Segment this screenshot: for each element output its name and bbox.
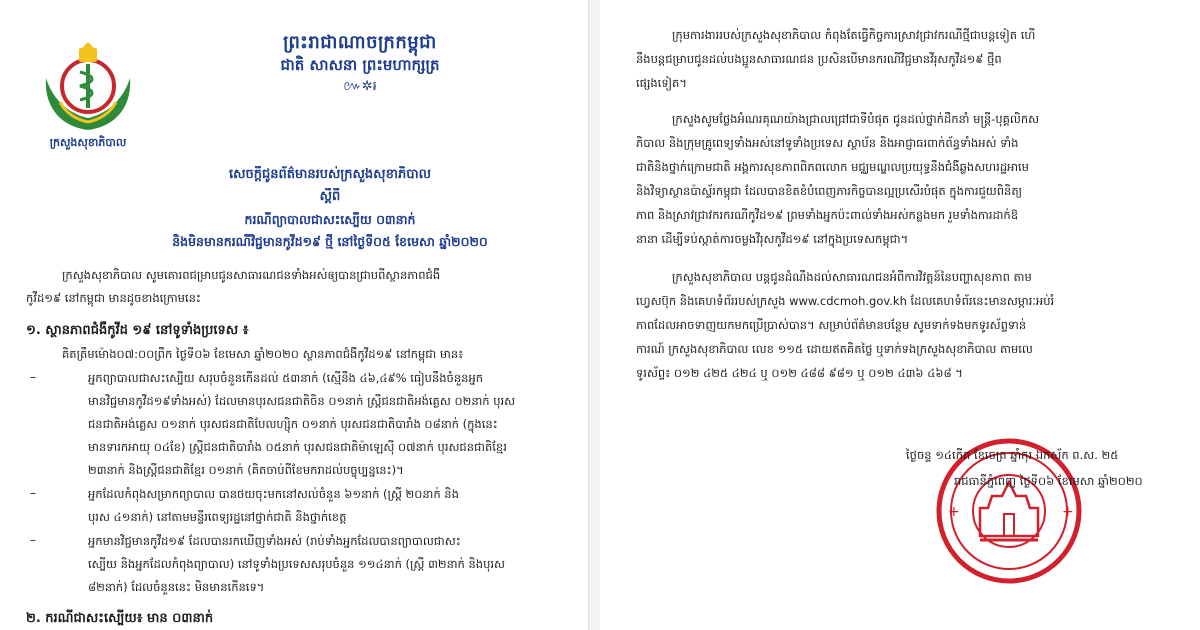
title-no-new-cases: និងមិនមានករណីវិជ្ជមានកូវីដ១៩ ថ្មី នៅថ្ងៃទី០៥ ខែមេសា ឆ្នាំ២០២០ [172,234,488,249]
bullet-3-line: ស្បើយ និងអ្នកដែលកំពុងព្យាបាល) នៅទូទាំងប្រទេសសរុបចំនួន ១១៤នាក់ (ស្ត្រី ៣២នាក់ និងបុរស [88,557,506,571]
bullet-1-line: ២៣នាក់ និងស្ត្រីជនជាតិខ្មែរ ០១នាក់ (គិតចាប់ពីខែមករាដល់បច្ចុប្បន្ននេះ)។ [88,463,404,477]
bullet-1-line: មានទារកអាយុ ០៤ខែ) ស្ត្រីជនជាតិបារាំង ០៥នាក់ បុរសជនជាតិម៉ាឡេស៊ី ០៧នាក់ បុរសជនជាតិខ្មែរ [88,440,507,454]
paragraph-line: នឹងបន្តជម្រាបជូនដល់បងប្អូនសាធារណជន ប្រសិនបើមានករណីវិជ្ជមានវីរុសកូវីដ១៩ ថ្មីព [636,52,1002,66]
intro-line: ក្រសួងសុខាភិបាល សូមគោរពជម្រាបជូនសាធារណជនទាំងអស់ឲ្យបានជ្រាបពីស្ថានភាពជំងឺ [62,268,441,282]
paragraph-line: ទូរស័ព្ទ៖ ០១២ ៤២៥ ៤២៤ ឬ ០១២ ៤៨៨ ៩៨១ ឬ ០១២ ៤៣៦ ៤៦៨ ។ [636,366,963,380]
paragraph-line: ភាព និងស្រាវជ្រាវករករណីកូវីដ១៩ ព្រមទាំងអ្នកប៉ះពាល់ទាំងអស់កន្លងមក រួមទាំងការដាក់ឱ [636,208,1019,222]
intro-line: កូវីដ១៩ នៅកម្ពុជា មានដូចខាងក្រោមនេះ [26,291,201,305]
document-title: សេចក្តីជូនព័ត៌មានរបស់ក្រសួងសុខាភិបាល [229,167,431,182]
paragraph-line: ក្រសួងសូមថ្លែងអំណរគុណយ៉ាងជ្រាលជ្រៅជាទីបំផុត ជូនដល់ថ្នាក់ដឹកនាំ មន្ត្រី-បុគ្គលិកស [672,112,1040,126]
bullet-3-line: អ្នកមានវិជ្ជមានកូវីដ១៩ ដែលបានរកឃើញទាំងអស់ (រាប់ទាំងអ្នកដែលបានព្យាបាលជាសះ [88,534,461,548]
bullet-dash: – [30,486,36,500]
ministry-caption: ក្រសួងសុខាភិបាល [49,136,127,149]
paragraph-line: ហ្វេសប៊ុក និងគេហទំព័ររបស់ក្រសួង www.cdcmoh.gov.kh ដែលគេហទំព័រនេះមានសម្ភារៈអប់រំ [636,294,1055,308]
bullet-3-line: ៨២នាក់) ដែលចំនួននេះ មិនមានកើនទេ។ [88,580,265,594]
lunar-date: ថ្ងៃចន្ទ ១៤កើត ខែចេត្រ ឆ្នាំកុរ ឯកស័ក ព.ស. ២៥ [906,448,1119,462]
paragraph-line: ភាពដែលអាចទាញយកមកប្រើប្រាស់បាន។ សម្រាប់ព័ត៌មានបន្ថែម សូមទាក់ទងមកទូរស័ព្ទទាន់ [636,318,1027,332]
press-release-page-1 [0,0,588,630]
press-release-page-2 [600,0,1200,630]
section-1-heading: ១. ស្ថានភាពជំងឺកូវីដ ១៩ នៅទូទាំងប្រទេស ៖ [26,323,249,338]
bullet-1-line: អ្នកព្យាបាលជាសះស្បើយ សរុបចំនួនកើនដល់ ៥៣នាក់ (ស្មើនឹង ៤៦,៤៩% ធៀបនឹងចំនួនអ្នក [88,371,484,385]
svg-text:+: + [1062,504,1074,520]
bullet-dash: – [30,370,36,384]
paragraph-line: ជាតិនិងថ្នាក់ក្រោមជាតិ អង្គការសុខភាពពិភពលោក មជ្ឈមណ្ឌលប្រយុទ្ធនឹងជំងឺឆ្លងសហរដ្ឋអាមេ [636,160,1029,174]
paragraph-line: ក្រសួងសុខាភិបាល បន្តជូនដំណឹងដល់សាធារណជនអំពីការវិវត្តន៍នៃបញ្ហាសុខភាព តាម [672,270,1032,284]
bullet-2-line: បុរស ៤១នាក់) នៅតាមមន្ទីរពេទ្យរដ្ឋនៅថ្នាក់ជាតិ និងថ្នាក់ខេត្ត [88,510,347,524]
bullet-1-line: មានវិជ្ជមានកូវីដ១៩ទាំងអស់) ដែលមានបុរសជនជាតិចិន ០១នាក់ ស្ត្រីជនជាតិអង់គ្លេស ០២នាក់ បុរស [88,394,516,408]
bullet-1-line: ជនជាតិអង់គ្លេស ០១នាក់ បុរសជនជាតិបែលហ្ស៊ិក ០១នាក់ បុរសជនជាតិបារាំង ០៨នាក់ (ក្នុងនេះ [88,417,498,431]
header-ornament: ៚✲៛ [343,79,377,94]
title-subject-label: ស្តីពី [319,189,341,204]
section-1-lead: គិតត្រឹមម៉ោង០៧:០០ព្រឹក ថ្ងៃទី០៦ ខែមេសា ឆ្នាំ២០២០ ស្ថានភាពជំងឺកូវីដ១៩ នៅកម្ពុជា មាន៖ [62,347,464,361]
paragraph-line: និងវិទ្យាស្ថានប៉ាស្ទ័រកម្ពុជា ដែលបានខិតខំបំពេញភារកិច្ចបានល្អប្រសើរបំផុត ក្នុងការជួយពិនិត្យ [636,184,1023,198]
paragraph-line: ការណ៍ ក្រសួងសុខាភិបាល លេខ ១១៥ ដោយឥតគិតថ្លៃ ឬទាក់ទងក្រសួងសុខាភិបាល តាមលេ [636,342,1033,356]
place-date: រាជធានីភ្នំពេញ ថ្ងៃទី០៦ ខែមេសា ឆ្នាំ២០២០ [954,474,1143,488]
bullet-2-line: អ្នកដែលកំពុងសម្រាកព្យាបាល បានថយចុះមកនៅសល់ចំនួន ៦១នាក់ (ស្ត្រី ២០នាក់ និង [88,487,459,501]
bullet-dash: – [30,533,36,547]
paragraph-line: ផ្សេងទៀត។ [636,76,687,90]
national-motto: ជាតិ សាសនា ព្រះមហាក្សត្រ [280,56,440,74]
paragraph-line: នានា ដើម្បីទប់ស្កាត់ការចម្លងវីរុសកូវីដ១៩ នៅក្នុងប្រទេសកម្ពុជា។ [636,232,909,246]
kingdom-header: ព្រះរាជាណាចក្រកម្ពុជា [283,32,437,53]
paragraph-line: ក្រុមការងាររបស់ក្រសួងសុខាភិបាល កំពុងតែធ្វើកិច្ចការស្រាវជ្រាវករណីថ្មីជាបន្តទៀត ហើ [672,28,1036,42]
paragraph-line: ភិបាល និងក្រុមគ្រូពេទ្យទាំងអស់នៅទូទាំងប្រទេស ស្ថាប័ន និងអាជ្ញាធរពាក់ព័ន្ធទាំងអស់ ទាំង [636,136,1019,150]
section-2-heading: ២. ករណីជាសះស្បើយ៖ មាន ០៣នាក់ [26,611,214,626]
svg-text:+: + [948,504,960,520]
title-recovered-cases: ករណីព្យាបាលជាសះស្បើយ ០៣នាក់ [244,212,416,227]
ministry-of-health-logo [38,42,138,134]
